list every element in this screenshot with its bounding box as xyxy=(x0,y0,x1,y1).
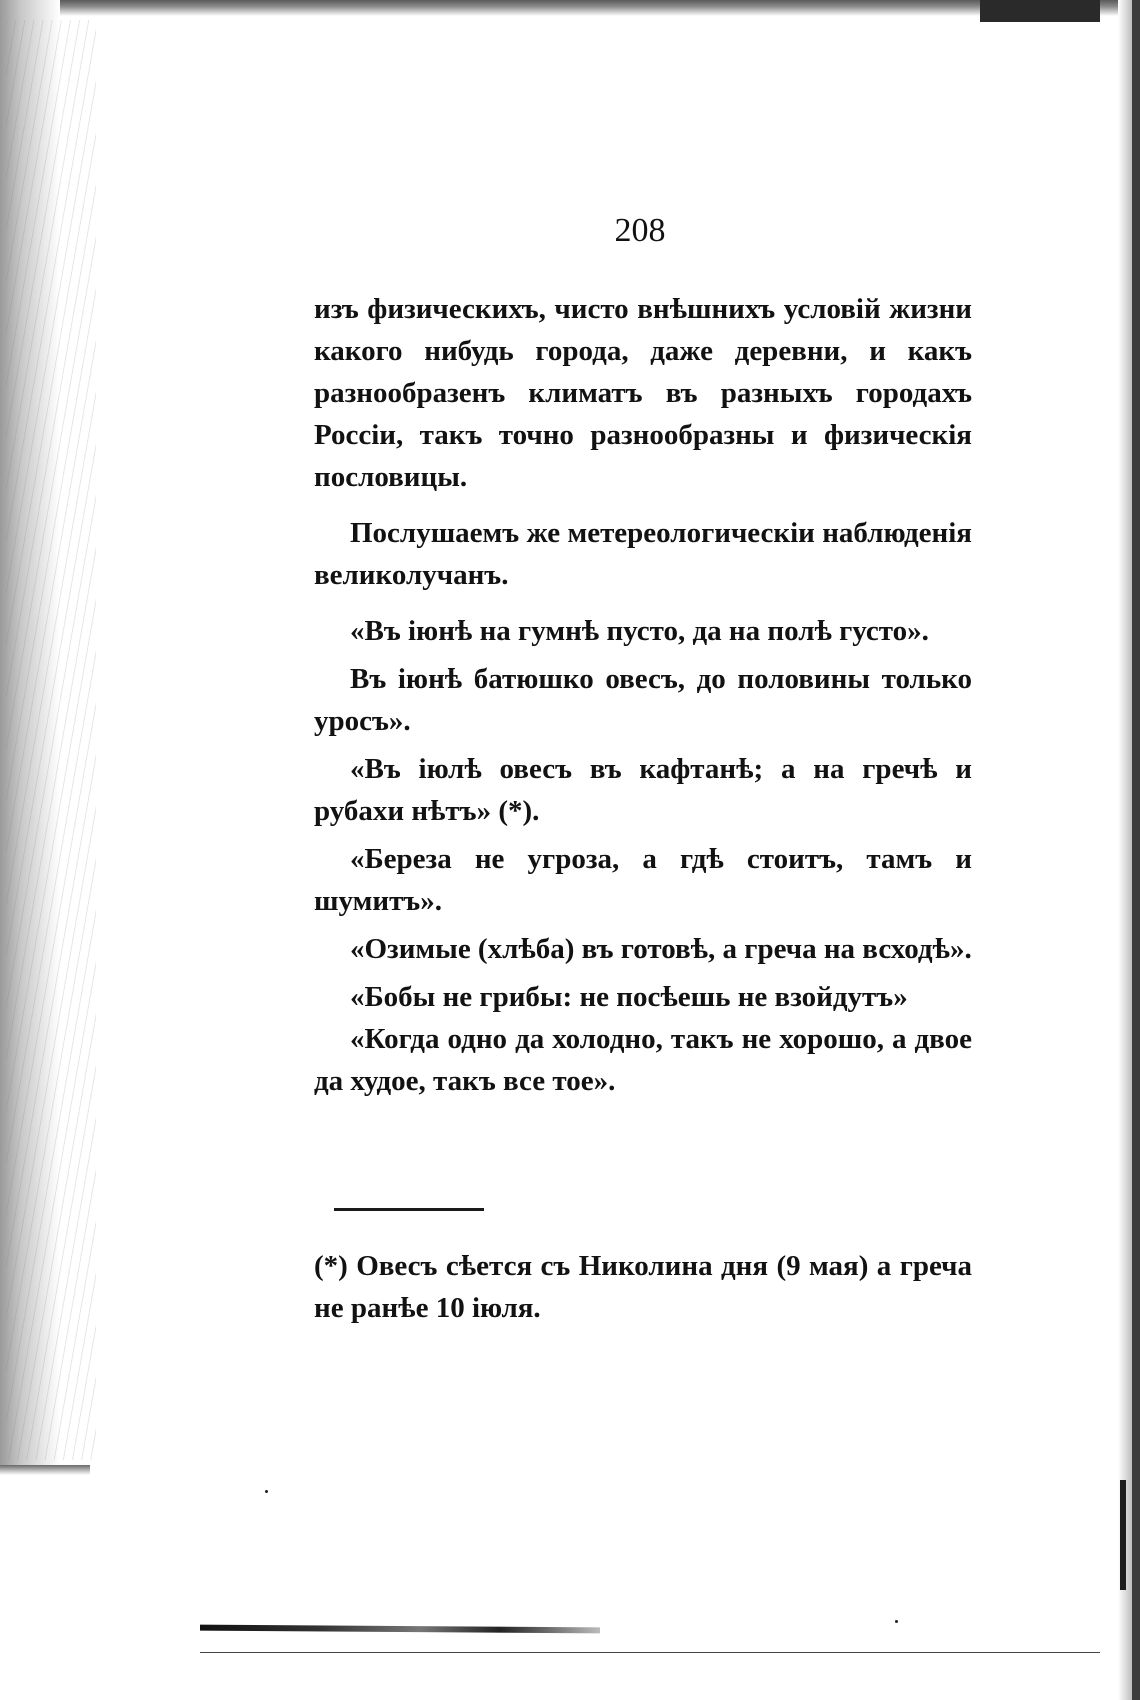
paragraph: Послушаемъ же метереологическіи наблюденія великолучанъ. xyxy=(314,517,972,591)
page-number: 208 xyxy=(614,212,666,249)
scan-right-shadow xyxy=(1118,0,1132,1700)
scan-bottom-smudge xyxy=(200,1625,600,1634)
scan-right-bottom-mark xyxy=(1120,1480,1126,1590)
proverb: Въ іюнѣ батюшко овесъ, до половины только уросъ». xyxy=(314,663,972,737)
scan-bottom-line xyxy=(200,1652,1100,1653)
scan-top-dark-mark xyxy=(980,0,1100,22)
proverb: «Береза не угроза, а гдѣ стоитъ, тамъ и шумитъ». xyxy=(314,843,972,917)
footnote-rule xyxy=(334,1208,484,1211)
proverb: «Озимые (хлѣба) въ готовѣ, а греча на всходѣ». xyxy=(350,933,972,965)
scan-left-bottom-shadow xyxy=(0,1465,90,1475)
proverb: «Въ іюлѣ овесъ въ кафтанѣ; а на гречѣ и рубахи нѣтъ» (*). xyxy=(314,753,972,827)
proverb: «Когда одно да холодно, такъ не хорошо, а двое да худое, такъ все тое». xyxy=(314,1023,972,1097)
proverb: «Бобы не грибы: не посѣешь не взойдутъ» xyxy=(350,981,908,1013)
scan-speck xyxy=(895,1620,898,1623)
footnote: (*) Овесъ сѣется съ Николина дня (9 мая) а греча не ранѣе 10 іюля. xyxy=(314,1250,972,1324)
scan-right-edge xyxy=(1132,0,1140,1700)
scan-speck xyxy=(265,1490,268,1493)
body-text xyxy=(314,288,972,1102)
proverb: «Въ іюнѣ на гумнѣ пусто, да на полѣ густо». xyxy=(350,615,929,647)
paragraph: изъ физическихъ, чисто внѣшнихъ условій жизни какого нибудь города, даже деревни, и какъ разнообразенъ климатъ въ разныхъ городахъ Россіи, такъ точно разнообразны и физическія пословицы. xyxy=(314,293,972,493)
scan-top-edge xyxy=(0,0,1140,16)
